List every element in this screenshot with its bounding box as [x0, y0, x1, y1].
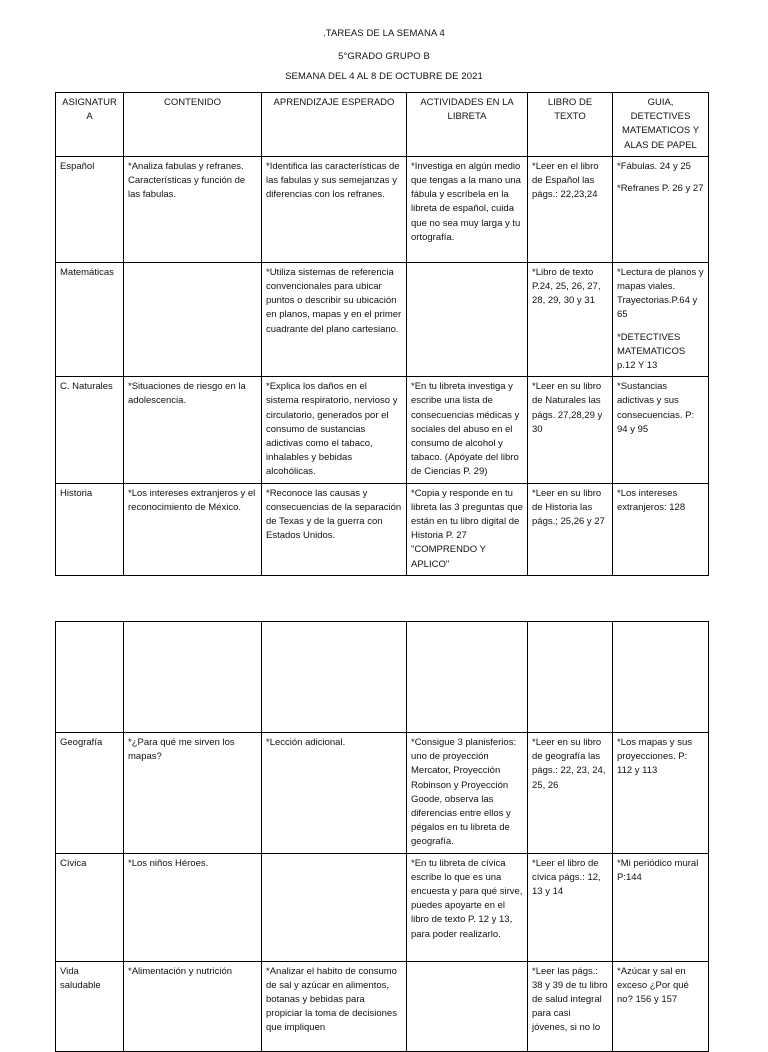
textbook-cell: *Libro de texto P.24, 25, 26, 27, 28, 29, 30 y 31 — [528, 262, 613, 376]
table-row — [56, 853, 709, 961]
guide-line: *Lectura de planos y mapas viales. Trayectorias.P.64 y 65 — [617, 266, 704, 321]
column-header: LIBRO DE TEXTO — [528, 93, 613, 157]
guide-cell: *Azúcar y sal en exceso ¿Por qué no? 156 y 157 — [613, 961, 709, 1051]
guide-line: *Refranes P. 26 y 27 — [617, 183, 704, 195]
content-cell — [124, 262, 262, 376]
guide-line: *Fábulas. 24 y 25 — [617, 160, 691, 172]
content-cell: *Situaciones de riesgo en la adolescencia. — [124, 377, 262, 483]
textbook-cell: *Leer en su libro de geografía las págs.: 22, 23, 24, 25, 26 — [528, 733, 613, 854]
subject-cell: C. Naturales — [56, 377, 124, 483]
table-row — [56, 377, 709, 483]
learning-cell: *Identifica las características de las fabulas y sus semejanzas y diferencias con los refranes. — [262, 156, 407, 262]
table-row — [56, 156, 709, 262]
guide-cell: *Mi periódico mural P:144 — [613, 853, 709, 961]
guide-line: *DETECTIVES MATEMATICOS p.12 Y 13 — [617, 331, 686, 372]
content-cell: *Los niños Héroes. — [124, 853, 262, 961]
blank-cell — [262, 622, 407, 733]
subject-cell: Vida saludable — [56, 961, 124, 1051]
doc-grade-group: 5°GRADO GRUPO B — [338, 51, 430, 62]
homework-table-continued — [55, 621, 709, 1052]
column-header: APRENDIZAJE ESPERADO — [262, 93, 407, 157]
guide-cell — [613, 262, 709, 376]
blank-cell — [528, 622, 613, 733]
column-header: ASIGNATURA — [56, 93, 124, 157]
learning-cell: *Explica los daños en el sistema respiratorio, nervioso y circulatorio, generados por el consumo de sustancias adictivas como el tabaco, inhalables y bebidas alcohólicas. — [262, 377, 407, 483]
content-cell: *¿Para qué me sirven los mapas? — [124, 733, 262, 854]
guide-cell: *Los intereses extranjeros: 128 — [613, 483, 709, 575]
table-row — [56, 262, 709, 376]
subject-cell: Historia — [56, 483, 124, 575]
activities-cell: *Investiga en algún medio que tengas a la mano una fábula y escríbela en la libreta de español, cuida que no sea muy larga y tu ortografía. — [407, 156, 528, 262]
column-header: CONTENIDO — [124, 93, 262, 157]
subject-cell: Cívica — [56, 853, 124, 961]
textbook-cell: *Leer en su libro de Historia las págs.; 25,26 y 27 — [528, 483, 613, 575]
blank-cell — [613, 622, 709, 733]
subject-cell: Matemáticas — [56, 262, 124, 376]
table-row — [56, 733, 709, 854]
table-row — [56, 961, 709, 1051]
textbook-cell: *Leer las págs.: 38 y 39 de tu libro de salud integral para casi jóvenes, si no lo — [528, 961, 613, 1051]
activities-cell — [407, 961, 528, 1051]
guide-cell: *Sustancias adictivas y sus consecuencias. P: 94 y 95 — [613, 377, 709, 483]
textbook-cell: *Leer el libro de cívica págs.: 12, 13 y 14 — [528, 853, 613, 961]
doc-week-range: SEMANA DEL 4 AL 8 DE OCTUBRE DE 2021 — [285, 71, 483, 82]
learning-cell — [262, 853, 407, 961]
activities-cell: *Copia y responde en tu libreta las 3 preguntas que están en tu libro digital de Historia P. 27 "COMPRENDO Y APLICO" — [407, 483, 528, 575]
column-header: GUIA, DETECTIVES MATEMATICOS Y ALAS DE PAPEL — [613, 93, 709, 157]
table-header-row — [56, 93, 709, 157]
subject-cell: Geografía — [56, 733, 124, 854]
content-cell: *Analiza fabulas y refranes. Características y función de las fabulas. — [124, 156, 262, 262]
learning-cell: *Reconoce las causas y consecuencias de la separación de Texas y de la guerra con Estados Unidos. — [262, 483, 407, 575]
blank-cell — [407, 622, 528, 733]
guide-cell: *Los mapas y sus proyecciones. P: 112 y 113 — [613, 733, 709, 854]
guide-cell — [613, 156, 709, 262]
learning-cell: *Utiliza sistemas de referencia convencionales para ubicar puntos o describir su ubicación en planos, mapas y en el primer cuadrante del plano cartesiano. — [262, 262, 407, 376]
textbook-cell: *Leer en su libro de Naturales las págs. 27,28,29 y 30 — [528, 377, 613, 483]
learning-cell: *Analizar el habito de consumo de sal y azúcar en alimentos, botanas y bebidas para propiciar la toma de decisiones que impliquen — [262, 961, 407, 1051]
subject-cell: Español — [56, 156, 124, 262]
column-header: ACTIVIDADES EN LA LIBRETA — [407, 93, 528, 157]
content-cell: *Alimentación y nutrición — [124, 961, 262, 1051]
content-cell: *Los intereses extranjeros y el reconocimiento de México. — [124, 483, 262, 575]
activities-cell: *Consigue 3 planisferios: uno de proyección Mercator, Proyección Robinson y Proyección Goode, observa las diferencias entre ellos y pégalos en tu libreta de geografía. — [407, 733, 528, 854]
blank-cell — [56, 622, 124, 733]
blank-header-row — [56, 622, 709, 733]
doc-title: .TAREAS DE LA SEMANA 4 — [323, 28, 445, 39]
learning-cell: *Lección adicional. — [262, 733, 407, 854]
activities-cell — [407, 262, 528, 376]
table-row — [56, 483, 709, 575]
homework-table — [55, 92, 709, 576]
blank-cell — [124, 622, 262, 733]
activities-cell: *En tu libreta de cívica escribe lo que es una encuesta y para qué sirve, puedes apoyarte en el libro de texto P. 12 y 13, para poder realizarlo. — [407, 853, 528, 961]
activities-cell: *En tu libreta investiga y escribe una lista de consecuencias médicas y sociales del abuso en el consumo de alcohol y tabaco. (Apóyate del libro de Ciencias P. 29) — [407, 377, 528, 483]
textbook-cell: *Leer en el libro de Español las págs.: 22,23,24 — [528, 156, 613, 262]
